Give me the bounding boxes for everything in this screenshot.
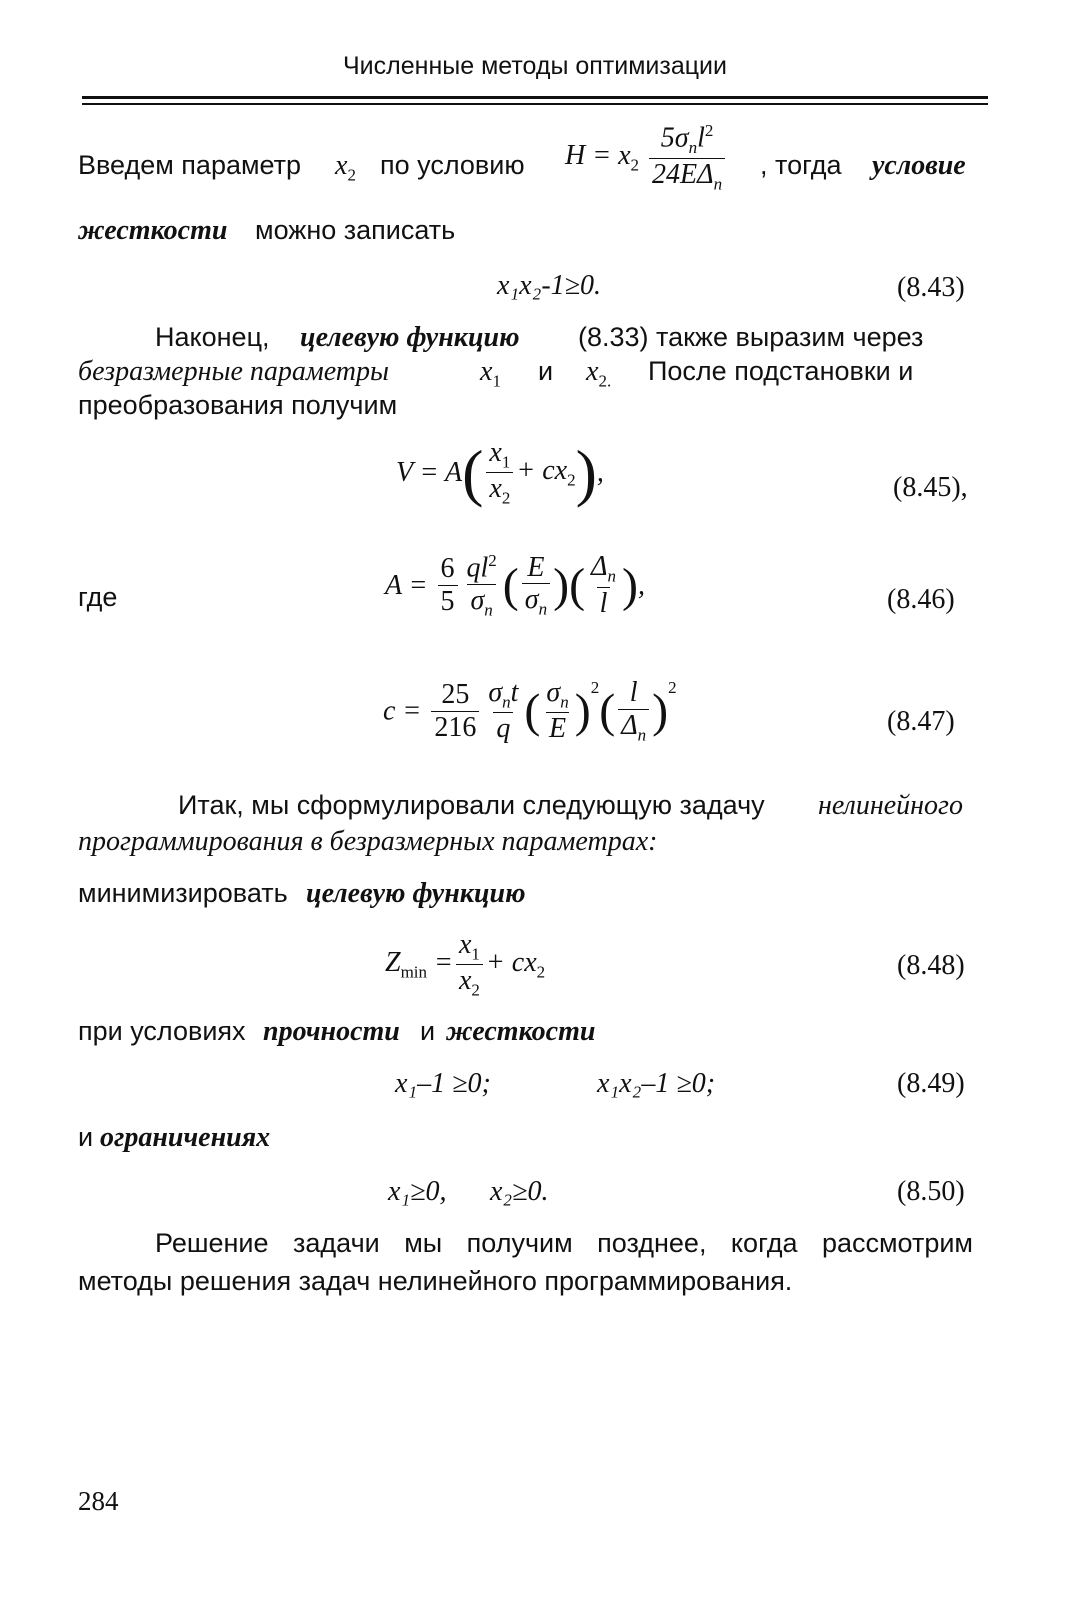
p1-term-condition: условие	[872, 150, 966, 181]
p5-text-c: и	[420, 1016, 436, 1046]
p1-text-c: , тогда	[760, 150, 842, 180]
p1-term-rigidity: жесткости	[78, 215, 228, 246]
eq-8-47-number: (8.47)	[887, 706, 955, 737]
p7-line-2: методы решения задач нелинейного программирования.	[78, 1266, 793, 1296]
p5-term-strength: прочности	[263, 1016, 400, 1047]
p2-text-c: (8.33) также выразим через	[578, 322, 924, 352]
p1-text-b: по условию	[380, 150, 525, 180]
p2-var-x2: $x_{2.}$	[586, 356, 612, 391]
eq-8-46-where: где	[78, 582, 118, 612]
eq-8-49-number: (8.49)	[897, 1068, 965, 1099]
p6-text-a: и	[78, 1122, 94, 1152]
p6-term-constraints: ограничениях	[100, 1122, 271, 1153]
p2-text-g: преобразования получим	[78, 390, 398, 420]
p2-term-dimensionless: безразмерные параметры	[78, 356, 389, 387]
eq-8-48-number: (8.48)	[897, 950, 965, 981]
eq-8-47: c = $\frac{25}{216}$ $\frac{\sigma_nt}{q}$ ( $\frac{\sigma_n}{E}$ )$^2$( $\frac{l}{\Delta_n}$ )$^2$	[383, 677, 677, 745]
formula-H: $H = x_2$ $\frac{5\sigma_nl^2}{24E\Delta_n}$	[565, 122, 728, 194]
header-rule-bottom	[82, 103, 988, 105]
p1-text-f: можно записать	[255, 215, 456, 245]
eq-8-50-left: x₁≥0,	[388, 1176, 447, 1207]
p3-colon: :	[648, 826, 658, 857]
eq-8-45: V = A( $\frac{x_1}{x_2}$ + $cx_2$),	[396, 437, 604, 509]
eq-8-43-number: (8.43)	[897, 272, 965, 303]
p5-text-a: при условиях	[78, 1016, 246, 1046]
p2-var-x1: $x_1$	[480, 356, 501, 391]
p2-term-objective: целевую функцию	[300, 322, 520, 353]
page-number: 284	[78, 1486, 119, 1516]
p5-term-rigidity: жесткости	[446, 1016, 596, 1047]
p1-var-x2: $x_2$	[335, 150, 356, 185]
p3-term-programming-text: программирования в безразмерных параметрах	[78, 826, 649, 857]
header-rule-top	[82, 96, 988, 99]
p7-line-1: Решение задачи мы получим позднее, когда рассмотрим	[155, 1228, 973, 1258]
eq-8-49-left: x₁–1 ≥0;	[395, 1068, 491, 1099]
eq-8-50-number: (8.50)	[897, 1176, 965, 1207]
running-header: Численные методы оптимизации	[343, 52, 727, 80]
p4-term-objective: целевую функцию	[306, 878, 526, 909]
p2-text-a: Наконец,	[155, 322, 270, 352]
p3-term-nonlinear: нелинейного	[818, 790, 963, 821]
p1-text-a: Введем параметр	[78, 150, 302, 180]
p2-text-f: После подстановки и	[648, 356, 914, 386]
eq-8-43: x₁x₂-1≥0.	[497, 270, 602, 301]
p2-text-e: и	[538, 356, 554, 386]
p3-text-a: Итак, мы сформулировали следующую задачу	[178, 790, 765, 820]
p4-text-a: минимизировать	[78, 878, 288, 908]
eq-8-49-right: x₁x₂–1 ≥0;	[597, 1068, 716, 1099]
eq-8-50-right: x₂≥0.	[490, 1176, 549, 1207]
eq-8-46: A = $\frac{6}{5}$ $\frac{ql^2}{\sigma_n}$ ( $\frac{E}{\sigma_n}$ )( $\frac{\Delta_n}{l}$ ),	[385, 551, 645, 620]
eq-8-48: $Z_{min}$ = $\frac{x_1}{x_2}$ + $cx_2$	[385, 929, 546, 1000]
eq-8-46-number: (8.46)	[887, 584, 955, 615]
p3-term-programming	[78, 826, 657, 858]
eq-8-45-number: (8.45),	[893, 472, 968, 503]
